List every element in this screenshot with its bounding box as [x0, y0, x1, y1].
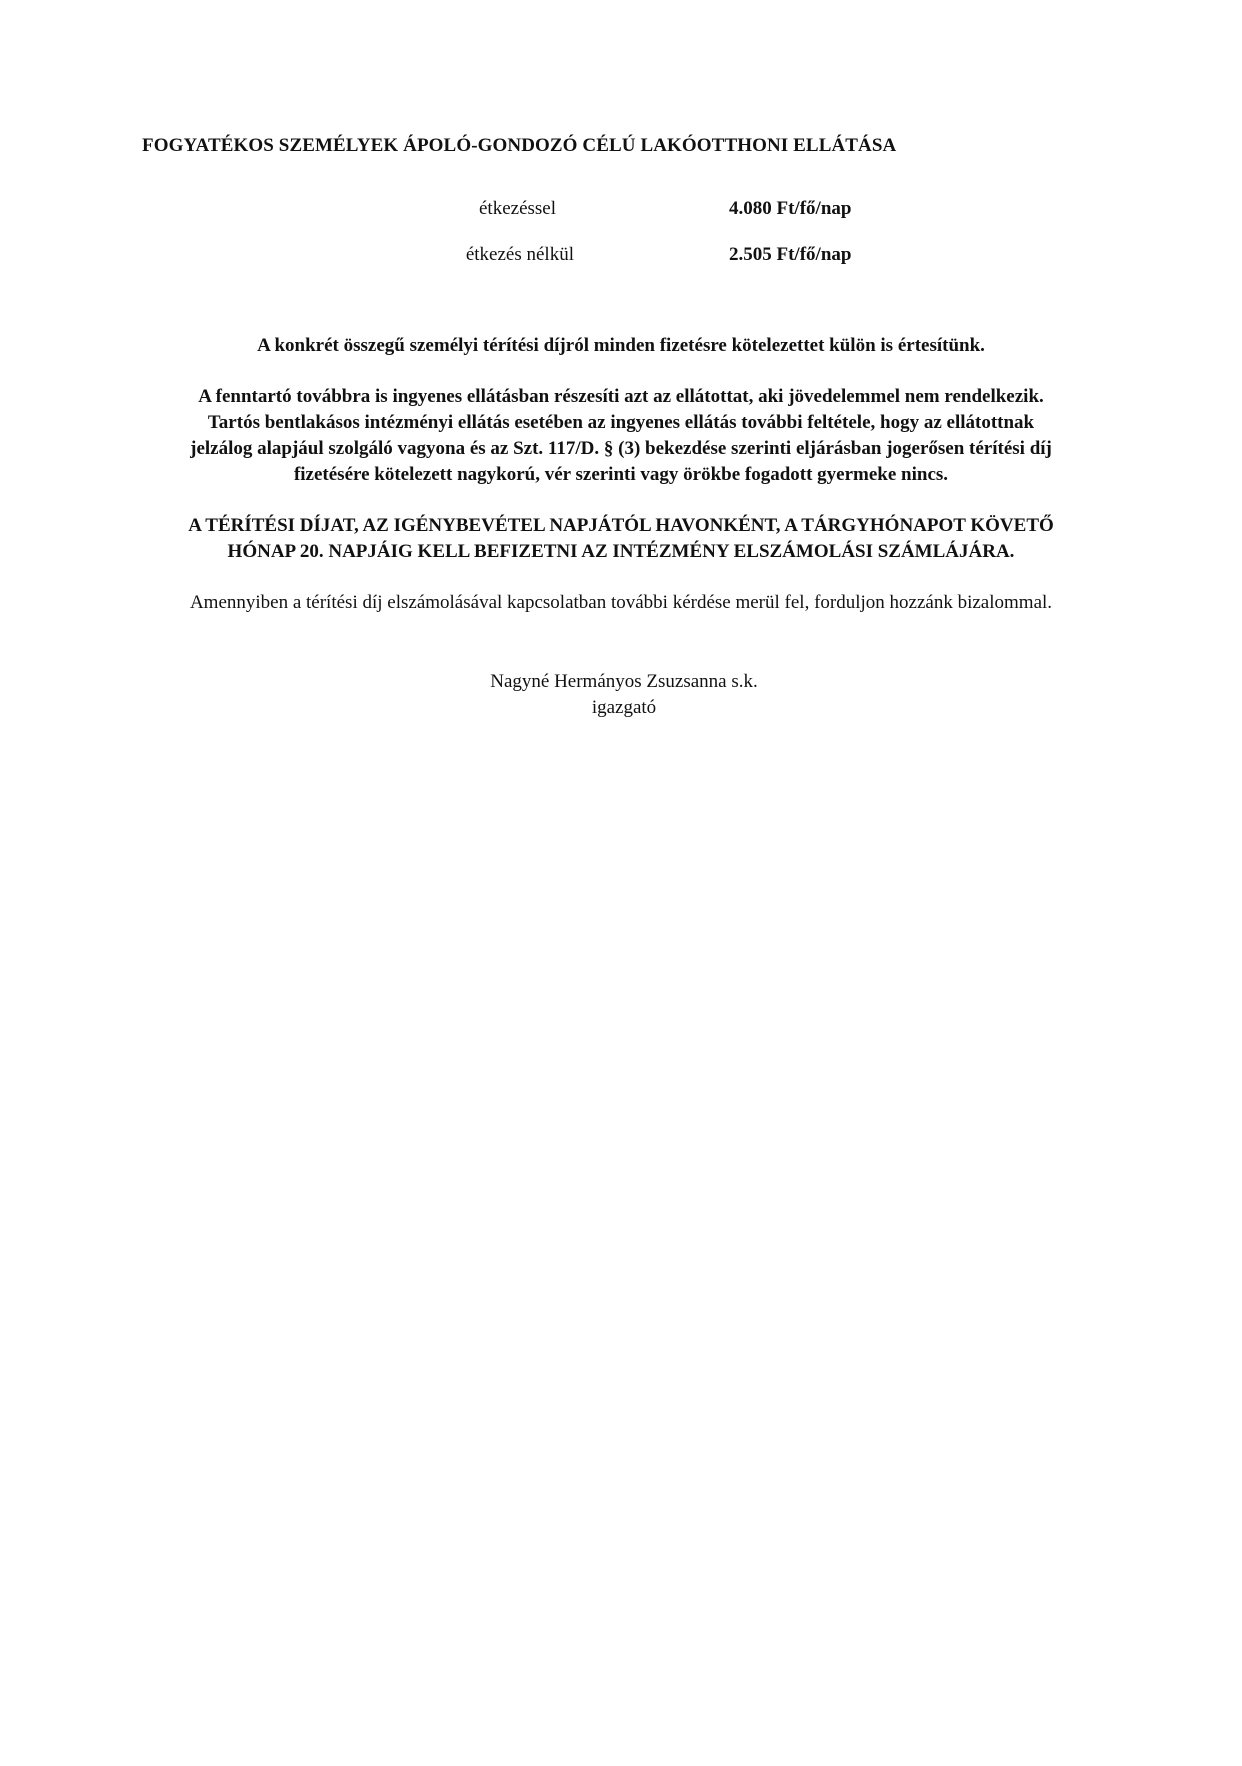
- fee-row-without-meals: [0, 244, 1242, 270]
- fee-value: 4.080 Ft/fő/nap: [729, 198, 852, 219]
- notification-paragraph: A konkrét összegű személyi térítési díjról minden fizetésre kötelezettet külön is értesítünk.: [257, 335, 985, 356]
- section-title: FOGYATÉKOS SZEMÉLYEK ÁPOLÓ-GONDOZÓ CÉLÚ LAKÓOTTHONI ELLÁTÁSA: [142, 135, 897, 156]
- signature-block: [0, 669, 1242, 721]
- free-care-line: fizetésére kötelezett nagykorú, vér szerinti vagy örökbe fogadott gyermeke nincs.: [293, 464, 949, 485]
- payment-due-line: A TÉRÍTÉSI DÍJAT, AZ IGÉNYBEVÉTEL NAPJÁTÓL HAVONKÉNT, A TÁRGYHÓNAPOT KÖVETŐ: [188, 515, 1054, 536]
- fee-label: étkezés nélkül: [465, 244, 574, 265]
- fee-label: étkezéssel: [478, 198, 556, 219]
- contact-paragraph: Amennyiben a térítési díj elszámolásával kapcsolatban további kérdése merül fel, forduljon hozzánk bizalommal.: [189, 592, 1053, 613]
- signatory-title: igazgató: [591, 697, 657, 718]
- free-care-line: jelzálog alapjául szolgáló vagyona és az Szt. 117/D. § (3) bekezdése szerinti eljárásban jogerősen térítési díj: [190, 438, 1052, 459]
- fee-value: 2.505 Ft/fő/nap: [729, 244, 852, 265]
- free-care-paragraph: [142, 384, 1100, 488]
- payment-due-paragraph: [142, 513, 1100, 565]
- free-care-line: Tartós bentlakásos intézményi ellátás esetében az ingyenes ellátás további feltétele, hogy az ellátottnak: [207, 412, 1035, 433]
- free-care-line: A fenntartó továbbra is ingyenes ellátásban részesíti azt az ellátottat, aki jövedelemmel nem rendelkezik.: [198, 386, 1044, 407]
- signatory-name: Nagyné Hermányos Zsuzsanna s.k.: [490, 671, 758, 692]
- fee-row-with-meals: [0, 198, 1242, 224]
- payment-due-line: HÓNAP 20. NAPJÁIG KELL BEFIZETNI AZ INTÉZMÉNY ELSZÁMOLÁSI SZÁMLÁJÁRA.: [227, 541, 1015, 562]
